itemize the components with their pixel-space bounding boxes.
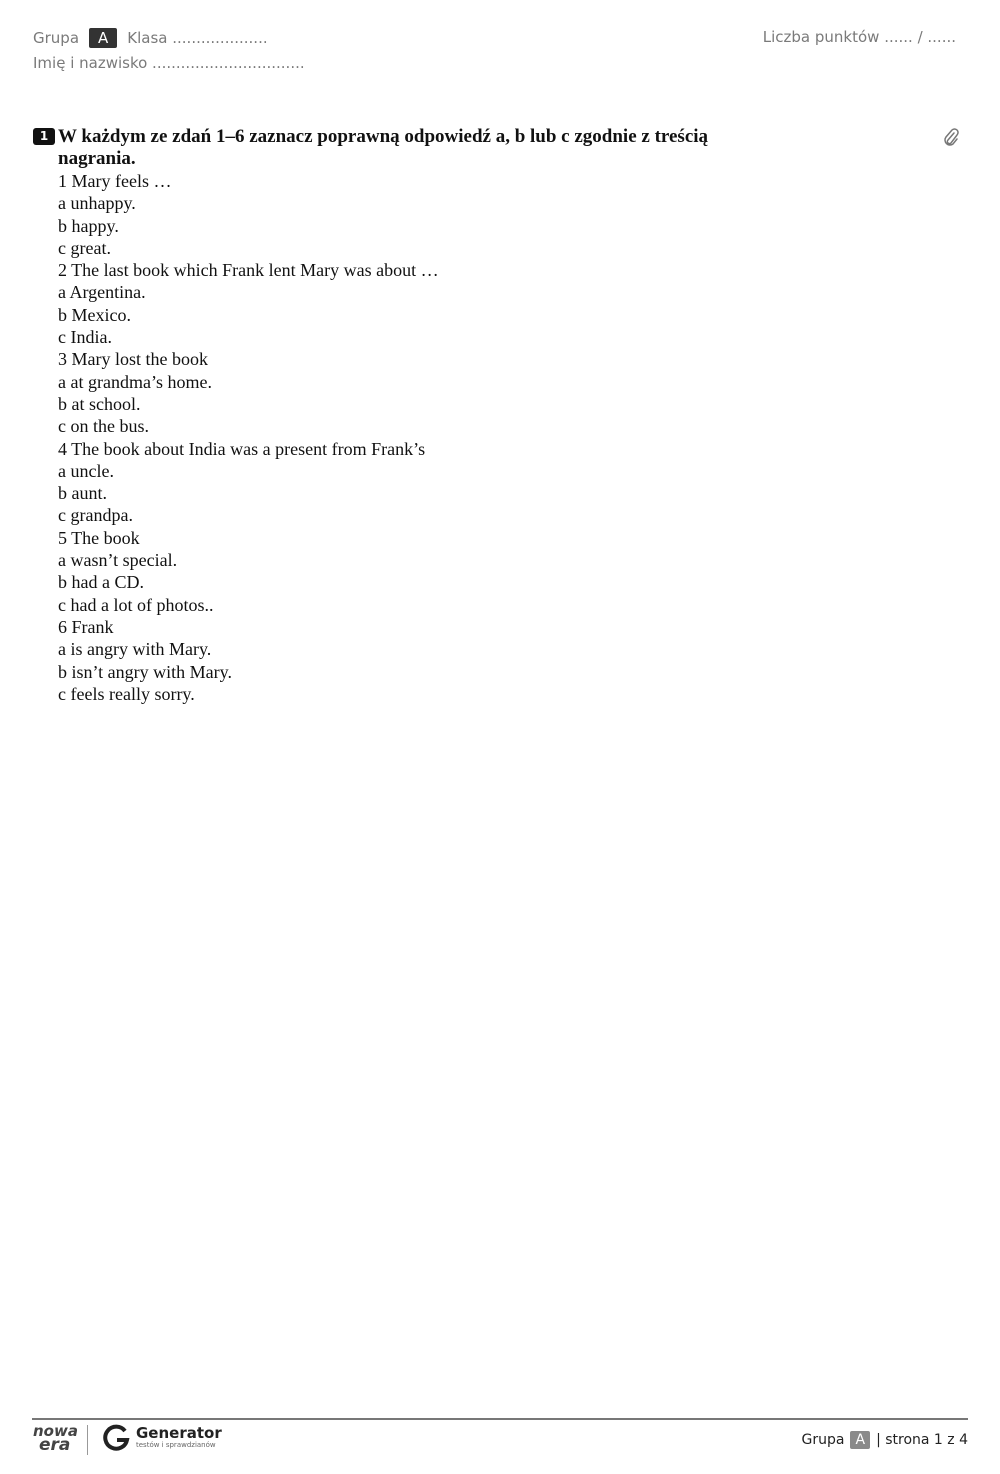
paperclip-icon[interactable]	[942, 128, 960, 148]
answer-option[interactable]: a wasn’t special.	[58, 550, 178, 571]
nowa-era-logo	[33, 1422, 78, 1455]
task-instruction-line-2: nagrania.	[58, 148, 136, 169]
footer-group-badge: A	[850, 1431, 870, 1449]
task-number-badge: 1	[33, 128, 55, 145]
generator-subtitle: testów i sprawdzianów	[136, 1441, 216, 1449]
task-instruction	[58, 126, 718, 170]
points-label: Liczba punktów ...... / ......	[762, 28, 956, 46]
footer-page-info	[802, 1431, 968, 1449]
generator-logo-icon	[100, 1422, 132, 1454]
answer-option[interactable]: a unhappy.	[58, 193, 136, 214]
question-line: 5 The book	[58, 527, 140, 548]
task-lines	[33, 170, 933, 705]
generator-title: Generator	[136, 1424, 222, 1442]
answer-option[interactable]: a at grandma’s home.	[58, 371, 212, 392]
question-line: 6 Frank	[58, 616, 114, 637]
footer-divider	[32, 1418, 968, 1420]
answer-option[interactable]: b aunt.	[58, 483, 107, 504]
task-instruction-line-1: W każdym ze zdań 1–6 zaznacz poprawną odpowiedź a, b lub c zgodnie z treścią	[58, 126, 709, 147]
answer-option[interactable]: b at school.	[58, 393, 141, 414]
generator-logo	[136, 1425, 222, 1450]
question-line: 1 Mary feels …	[58, 171, 172, 191]
answer-option[interactable]: c had a lot of photos..	[58, 594, 214, 615]
answer-option[interactable]: b happy.	[58, 215, 119, 236]
group-badge: A	[89, 28, 117, 48]
question-line: 3 Mary lost the book	[58, 349, 208, 370]
footer-group-label: Grupa	[801, 1432, 845, 1448]
class-label: Klasa ....................	[127, 29, 268, 47]
page-number: | strona 1 z 4	[876, 1432, 968, 1448]
answer-option[interactable]: a is angry with Mary.	[58, 639, 212, 660]
answer-option[interactable]: c India.	[58, 327, 112, 348]
logo-separator	[87, 1425, 88, 1455]
answer-option[interactable]: c on the bus.	[58, 416, 149, 437]
answer-option[interactable]: a uncle.	[58, 460, 114, 481]
answer-option[interactable]: c grandpa.	[58, 505, 133, 526]
answer-option[interactable]: a Argentina.	[58, 282, 146, 303]
name-field-label: Imię i nazwisko ................................	[33, 54, 305, 72]
task-1	[33, 126, 933, 705]
question-line: 2 The last book which Frank lent Mary was about …	[58, 260, 439, 281]
answer-option[interactable]: c great.	[58, 237, 111, 258]
answer-option[interactable]: b had a CD.	[58, 572, 144, 593]
task-title	[33, 126, 933, 170]
answer-option[interactable]: b Mexico.	[58, 304, 131, 325]
answer-option[interactable]: c feels really sorry.	[58, 683, 195, 704]
question-line: 4 The book about India was a present from Frank’s	[58, 438, 426, 459]
logo-era-text: era	[39, 1435, 71, 1455]
group-label: Grupa	[33, 29, 80, 47]
logo-nowa-text: nowa	[33, 1422, 78, 1440]
answer-option[interactable]: b isn’t angry with Mary.	[58, 661, 232, 682]
header-group-row	[33, 28, 268, 48]
